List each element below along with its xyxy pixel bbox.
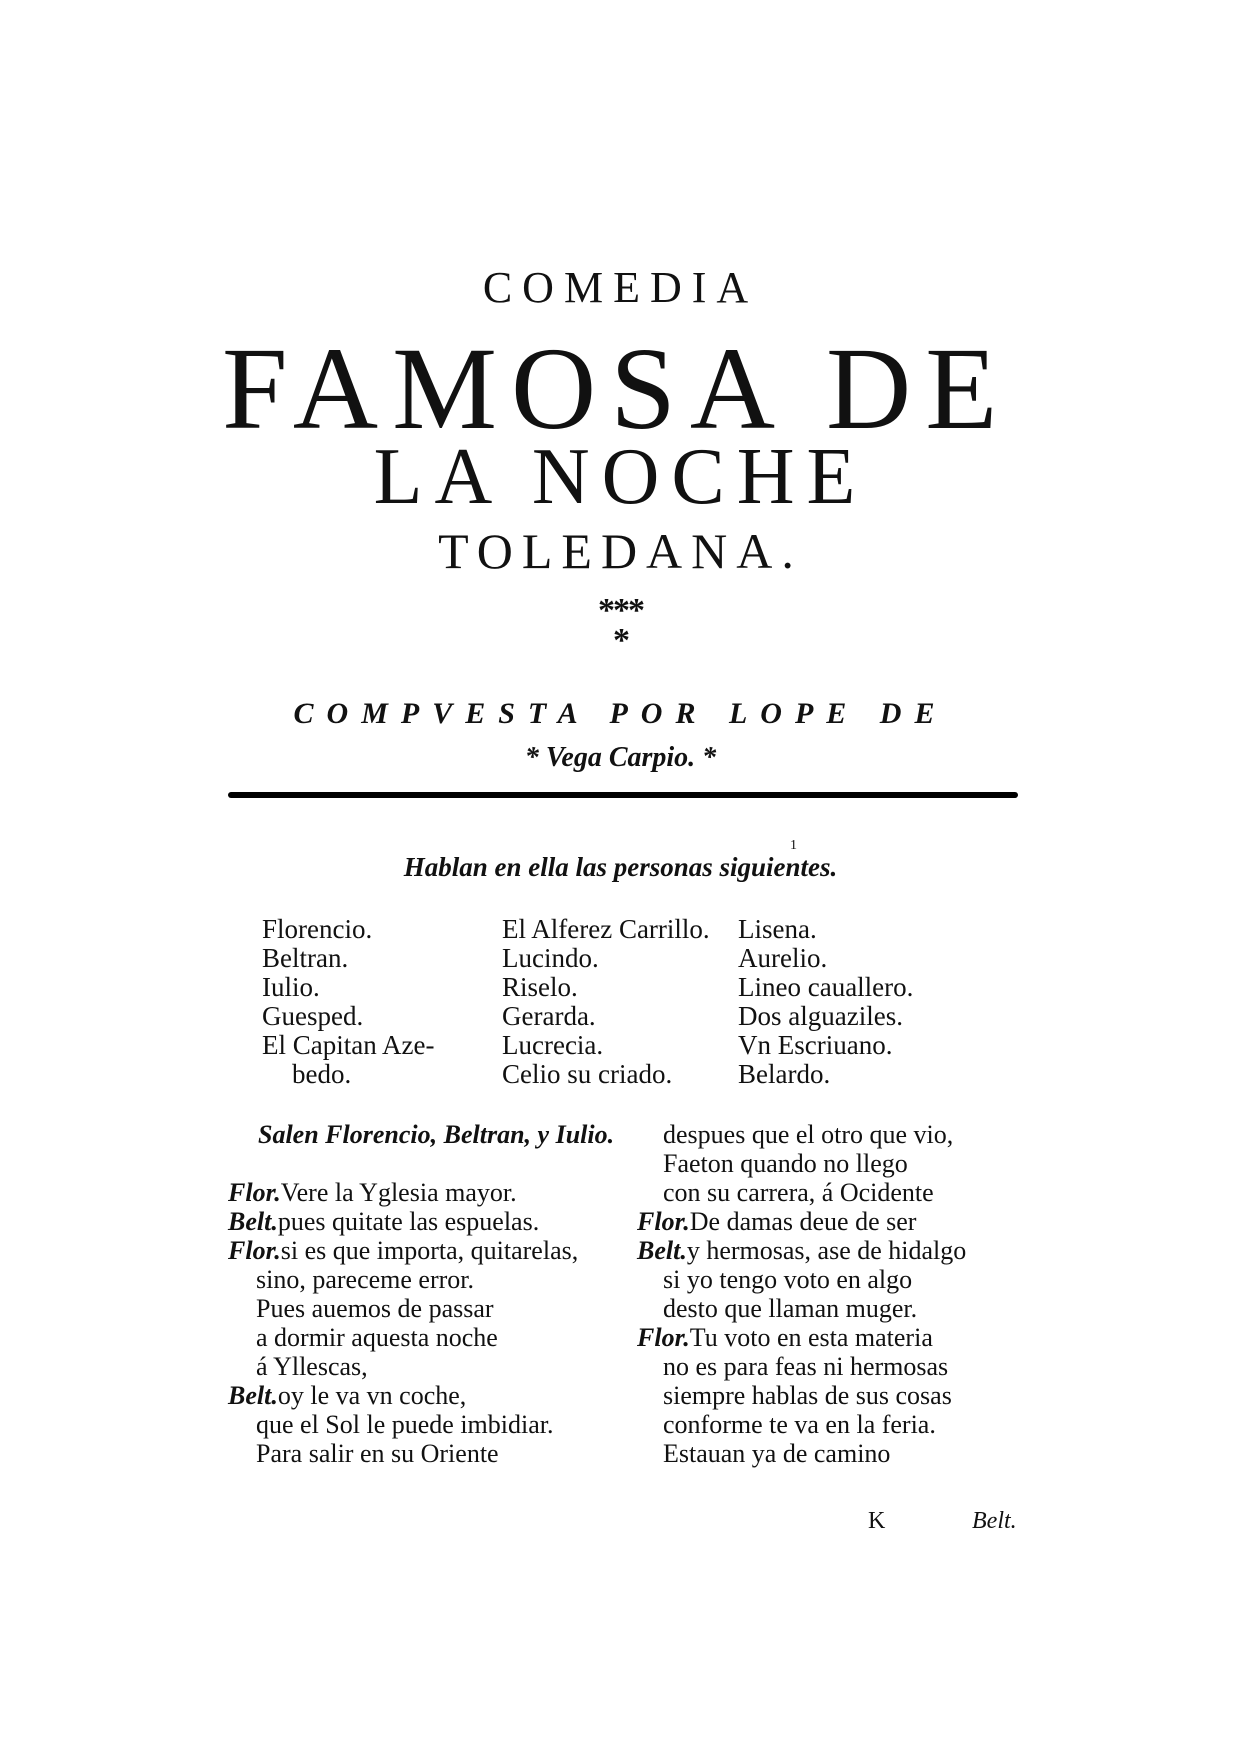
person-name: Celio su criado. [502, 1059, 673, 1089]
verse-line [228, 1439, 638, 1468]
person-name: Gerarda. [502, 1001, 596, 1031]
verse-text: no es para feas ni hermosas [663, 1352, 949, 1381]
person-name: Lucrecia. [502, 1030, 604, 1060]
person-name: Lineo cauallero. [738, 972, 914, 1002]
ornament-bottom: * [613, 622, 628, 659]
person-name: Lucindo. [502, 943, 599, 973]
title-line-2: FAMOSA DE [222, 323, 1012, 454]
speaker-label: Belt. [228, 1207, 278, 1236]
title-line-3: LA NOCHE [373, 433, 868, 521]
verse-line [228, 1294, 638, 1323]
verse-line [637, 1381, 1037, 1410]
person-name: El Alferez Carrillo. [502, 914, 710, 944]
catchword: Belt. [972, 1508, 1017, 1534]
speaker-label: Flor. [637, 1323, 690, 1352]
verse-text: con su carrera, á Ocidente [663, 1178, 934, 1207]
verse-text: oy le va vn coche, [277, 1381, 467, 1410]
author-line-1: COMPVESTA POR LOPE DE [293, 697, 948, 730]
person-name: Dos alguaziles. [738, 1001, 903, 1031]
verse-text: De damas deue de ser [689, 1207, 917, 1236]
page-number: 1 [790, 838, 797, 853]
person-name: Belardo. [738, 1059, 831, 1089]
title-line-4: TOLEDANA. [438, 523, 803, 579]
persons-column-2 [502, 915, 710, 1089]
verse-text: desto que llaman muger. [663, 1294, 918, 1323]
person-name: Riselo. [502, 972, 578, 1002]
person-name: Aurelio. [738, 943, 828, 973]
person-name-continuation: bedo. [292, 1059, 352, 1089]
verse-text: conforme te va en la feria. [663, 1410, 936, 1439]
verse-text: pues quitate las espuelas. [277, 1207, 540, 1236]
verse-text: Vere la Yglesia mayor. [280, 1178, 517, 1207]
verse-line [228, 1207, 638, 1236]
verse-line [228, 1352, 638, 1381]
verse-text: Estauan ya de camino [663, 1439, 891, 1468]
person-name: Lisena. [738, 914, 817, 944]
person-name: Florencio. [262, 914, 373, 944]
verse-line [637, 1149, 1037, 1178]
speaker-label: Flor. [228, 1236, 281, 1265]
speaker-label: Belt. [637, 1236, 687, 1265]
verse-text: despues que el otro que vio, [663, 1120, 954, 1149]
title-line-1: COMEDIA [482, 263, 759, 312]
person-name: Beltran. [262, 943, 349, 973]
verse-text: si es que importa, quitarelas, [280, 1236, 579, 1265]
verse-text: sino, pareceme error. [256, 1265, 475, 1294]
verse-text: Tu voto en esta materia [689, 1323, 933, 1352]
verse-text: Faeton quando no llego [663, 1149, 908, 1178]
verse-line [637, 1265, 1037, 1294]
person-name: Vn Escriuano. [738, 1030, 893, 1060]
horizontal-rule [228, 792, 1018, 798]
persons-heading: Hablan en ella las personas siguientes. [403, 852, 838, 882]
verse-text: que el Sol le puede imbidiar. [256, 1410, 554, 1439]
verse-line [228, 1178, 638, 1207]
person-name: El Capitan Aze- [262, 1030, 435, 1060]
verse-text: á Yllescas, [256, 1352, 368, 1381]
persons-column-3 [738, 915, 913, 1089]
verse-line [228, 1265, 638, 1294]
person-name: Iulio. [262, 972, 320, 1002]
dialogue-column-right [637, 1120, 1037, 1468]
verse-line [637, 1323, 1037, 1352]
author-line-2: * Vega Carpio. * [524, 742, 717, 773]
verse-text: a dormir aquesta noche [256, 1323, 498, 1352]
verse-line [228, 1381, 638, 1410]
verse-line [637, 1178, 1037, 1207]
verse-text: Pues auemos de passar [256, 1294, 494, 1323]
verse-line [228, 1410, 638, 1439]
stage-direction: Salen Florencio, Beltran, y Iulio. [258, 1120, 615, 1149]
speaker-label: Flor. [637, 1207, 690, 1236]
persons-column-1 [262, 915, 434, 1089]
verse-text: siempre hablas de sus cosas [663, 1381, 952, 1410]
verse-line [637, 1120, 1037, 1149]
person-name: Guesped. [262, 1001, 364, 1031]
speaker-label: Flor. [228, 1178, 281, 1207]
verse-text: Para salir en su Oriente [256, 1439, 499, 1468]
verse-line [228, 1323, 638, 1352]
signature-mark: K [868, 1508, 886, 1534]
speaker-label: Belt. [228, 1381, 278, 1410]
ornament-top: *** [598, 592, 643, 629]
verse-line [637, 1352, 1037, 1381]
verse-line [637, 1410, 1037, 1439]
verse-line [637, 1236, 1037, 1265]
verse-line [637, 1294, 1037, 1323]
verse-line [637, 1207, 1037, 1236]
verse-line [228, 1236, 638, 1265]
verse-line [637, 1439, 1037, 1468]
verse-text: y hermosas, ase de hidalgo [686, 1236, 967, 1265]
verse-text: si yo tengo voto en algo [663, 1265, 913, 1294]
dialogue-column-left [228, 1120, 638, 1468]
